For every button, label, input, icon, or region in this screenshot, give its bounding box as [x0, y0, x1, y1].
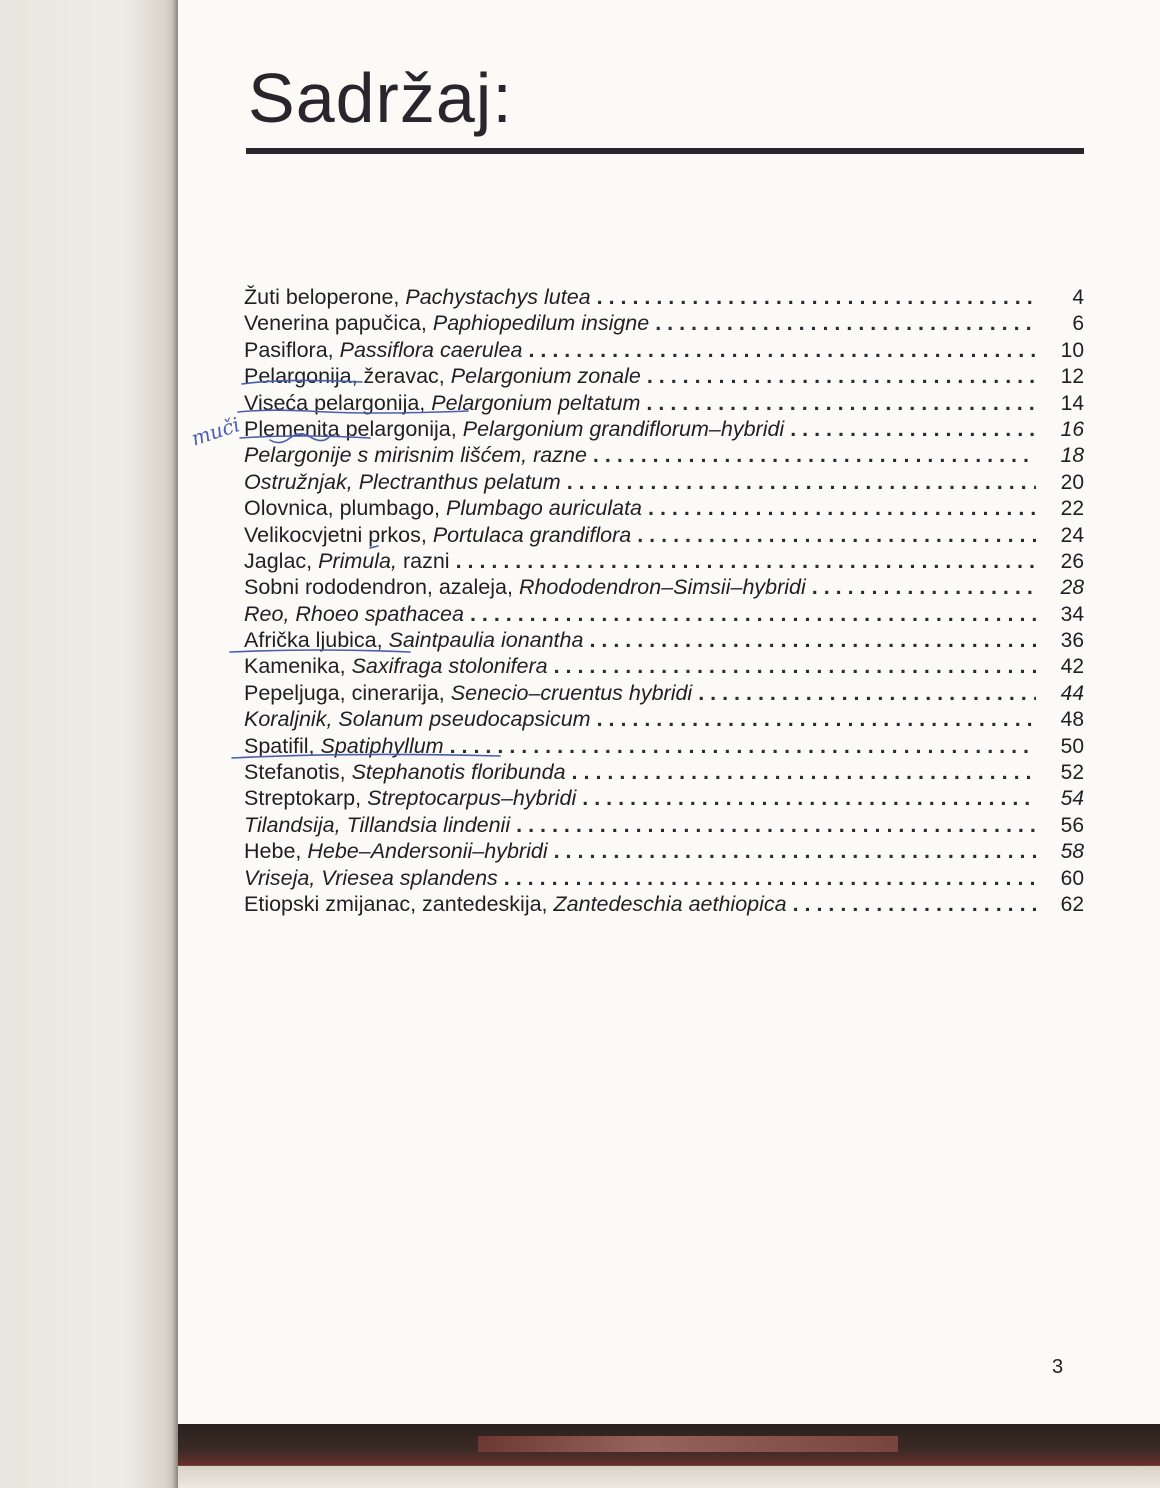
toc-page-number: 42 [1060, 655, 1084, 679]
toc-dot-leader [637, 522, 1036, 548]
toc-page-number: 58 [1060, 840, 1084, 864]
toc-row [244, 601, 1084, 627]
toc-row [244, 653, 1084, 679]
toc-common-name: Pasiflora, [244, 337, 334, 362]
handwritten-note: muči [188, 412, 243, 451]
toc-latin-name: Plumbago auriculata [445, 496, 642, 521]
toc-dot-leader [647, 363, 1036, 389]
toc-row [244, 891, 1084, 917]
toc-entry [244, 812, 510, 838]
toc-dot-leader [567, 469, 1036, 495]
toc-dot-leader [812, 574, 1036, 600]
toc-dot-leader [646, 390, 1036, 416]
toc-row [244, 838, 1084, 864]
toc-dot-leader [793, 891, 1036, 917]
toc-entry [244, 522, 631, 548]
toc-page-number: 56 [1060, 813, 1084, 837]
toc-common-name: Viseća pelargonija, [244, 390, 426, 415]
toc-latin-name: Passiflora caerulea [339, 337, 523, 362]
toc-latin-name: Spatiphyllum [320, 733, 444, 758]
toc-row [244, 627, 1084, 653]
toc-common-name: Spatifil, [244, 733, 315, 758]
toc-page-number: 22 [1060, 497, 1084, 521]
toc-page-number: 16 [1060, 417, 1084, 441]
toc-entry [244, 785, 576, 811]
toc-dot-leader [582, 785, 1036, 811]
toc-row [244, 706, 1084, 732]
toc-common-name: Plemenita pelargonija, [244, 416, 457, 441]
toc-common-name: Pepeljuga, cinerarija, [244, 680, 445, 705]
toc-latin-name: Saxifraga stolonifera [351, 654, 548, 679]
toc-common-name: Olovnica, plumbago, [244, 496, 440, 521]
toc-row [244, 416, 1084, 442]
page-title: Sadržaj: [248, 59, 513, 137]
toc-row [244, 812, 1084, 838]
toc-row [244, 495, 1084, 521]
toc-dot-leader [698, 680, 1036, 706]
toc-common-name: Kamenika, [244, 654, 346, 679]
toc-row [244, 574, 1084, 600]
toc-latin-name: Senecio–cruentus hybridi [450, 680, 693, 705]
toc-entry [244, 838, 548, 864]
toc-dot-leader [597, 706, 1036, 732]
toc-entry [244, 284, 591, 310]
toc-page-number: 20 [1060, 470, 1084, 494]
toc-page-number: 26 [1060, 549, 1084, 573]
toc-common-name: Afrička ljubica, [244, 628, 383, 653]
toc-latin-name: Pelargonium peltatum [431, 390, 641, 415]
toc-entry [244, 733, 444, 759]
toc-dot-leader [790, 416, 1036, 442]
toc-page-number: 36 [1060, 629, 1084, 653]
toc-suffix: razni [402, 548, 450, 573]
toc-page-number: 48 [1060, 708, 1084, 732]
toc-dot-leader [554, 653, 1036, 679]
toc-dot-leader [554, 838, 1036, 864]
toc-page-number: 18 [1060, 444, 1084, 468]
toc-row [244, 390, 1084, 416]
toc-latin-name: Pelargonije s mirisnim lišćem, razne [244, 443, 587, 468]
toc-page-number: 12 [1060, 365, 1084, 389]
toc-common-name: Etiopski zmijanac, zantedeskija, [244, 891, 548, 916]
toc-row [244, 310, 1084, 336]
toc-entry [244, 706, 591, 732]
toc-page-number: 10 [1060, 338, 1084, 362]
toc-row [244, 680, 1084, 706]
toc-common-name: Jaglac, [244, 548, 313, 573]
toc-entry [244, 680, 692, 706]
toc-entry [244, 548, 450, 574]
toc-entry [244, 574, 806, 600]
book-cover-edge [478, 1436, 898, 1452]
toc-entry [244, 337, 522, 363]
toc-entry [244, 891, 787, 917]
toc-entry [244, 627, 583, 653]
toc-row [244, 442, 1084, 468]
toc-dot-leader [589, 627, 1036, 653]
toc-row [244, 865, 1084, 891]
book-bottom-edge [178, 1424, 1160, 1488]
book-spine-left-page [0, 0, 178, 1488]
toc-dot-leader [528, 337, 1036, 363]
toc-dot-leader [450, 733, 1036, 759]
toc-common-name: Hebe, [244, 839, 302, 864]
toc-row [244, 733, 1084, 759]
toc-page-number: 14 [1060, 391, 1084, 415]
table-of-contents [244, 284, 1084, 917]
toc-entry [244, 495, 642, 521]
toc-latin-name: Portulaca grandiflora [432, 522, 632, 547]
toc-latin-name: Vriseja, Vriesea splandens [244, 865, 498, 890]
toc-common-name: Žuti beloperone, [244, 285, 400, 309]
toc-entry [244, 759, 566, 785]
toc-entry [244, 653, 548, 679]
toc-page-number: 52 [1060, 761, 1084, 785]
toc-page-number: 60 [1060, 866, 1084, 890]
toc-row [244, 469, 1084, 495]
toc-latin-name: Rhododendron–Simsii–hybridi [518, 575, 806, 600]
toc-page-number: 6 [1072, 312, 1084, 336]
toc-page-number: 28 [1060, 576, 1084, 600]
title-rule [246, 148, 1084, 154]
toc-entry [244, 442, 587, 468]
toc-entry [244, 363, 641, 389]
toc-latin-name: Tilandsija, Tillandsia lindenii [244, 812, 511, 837]
toc-dot-leader [470, 601, 1036, 627]
toc-entry [244, 469, 561, 495]
toc-common-name: Stefanotis, [244, 760, 346, 785]
toc-row [244, 337, 1084, 363]
toc-common-name: Sobni rododendron, azaleja, [244, 575, 513, 600]
toc-dot-leader [648, 495, 1036, 521]
toc-latin-name: Streptocarpus–hybridi [367, 786, 577, 811]
toc-entry [244, 865, 498, 891]
toc-common-name: Velikocvjetni prkos, [244, 522, 427, 547]
toc-page-number: 24 [1060, 523, 1084, 547]
toc-dot-leader [504, 865, 1036, 891]
toc-row [244, 363, 1084, 389]
toc-latin-name: Ostružnjak, Plectranthus pelatum [244, 469, 561, 494]
toc-page-number: 4 [1072, 286, 1084, 309]
toc-latin-name: Reo, Rhoeo spathacea [244, 601, 464, 626]
toc-latin-name: Pachystachys lutea [405, 285, 591, 309]
toc-page-number: 54 [1060, 787, 1084, 811]
toc-entry [244, 601, 464, 627]
toc-latin-name: Zantedeschia aethiopica [553, 891, 787, 916]
toc-common-name: Pelargonija, žeravac, [244, 364, 445, 389]
toc-dot-leader [593, 442, 1036, 468]
toc-latin-name: Stephanotis floribunda [351, 760, 566, 785]
toc-row [244, 284, 1084, 310]
toc-entry [244, 416, 784, 442]
toc-dot-leader [516, 812, 1036, 838]
toc-latin-name: Pelargonium zonale [450, 364, 641, 389]
toc-row [244, 548, 1084, 574]
toc-entry [244, 310, 649, 336]
toc-dot-leader [572, 759, 1036, 785]
toc-page-number: 34 [1060, 602, 1084, 626]
toc-page-number: 62 [1060, 892, 1084, 916]
toc-latin-name: Koraljnik, Solanum pseudocapsicum [244, 707, 591, 732]
toc-common-name: Streptokarp, [244, 786, 362, 811]
toc-latin-name: Paphiopedilum insigne [432, 311, 650, 336]
toc-common-name: Venerina papučica, [244, 311, 427, 336]
toc-page-number: 50 [1060, 734, 1084, 758]
toc-row [244, 759, 1084, 785]
toc-latin-name: Saintpaulia ionantha [388, 628, 584, 653]
toc-row [244, 785, 1084, 811]
toc-latin-name: Pelargonium grandiflorum–hybridi [462, 416, 785, 441]
toc-latin-name: Primula, [318, 548, 397, 573]
toc-page-number: 44 [1060, 681, 1084, 705]
toc-entry [244, 390, 640, 416]
toc-dot-leader [597, 284, 1036, 310]
page-number: 3 [1052, 1356, 1064, 1378]
toc-dot-leader [655, 310, 1036, 336]
toc-dot-leader [456, 548, 1036, 574]
toc-row [244, 522, 1084, 548]
toc-latin-name: Hebe–Andersonii–hybridi [307, 839, 548, 864]
